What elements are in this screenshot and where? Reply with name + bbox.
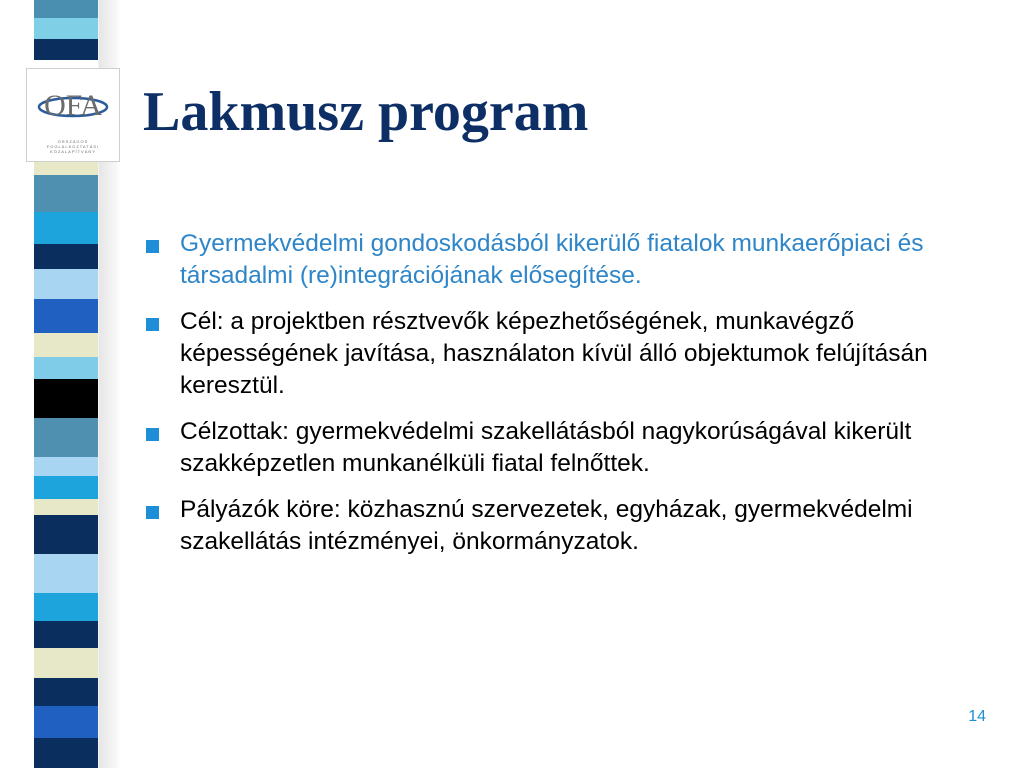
logo-text: OFA [44, 88, 102, 122]
stripe-segment [34, 706, 98, 738]
stripe-segment [34, 357, 98, 378]
stripe-segment [34, 499, 98, 515]
slide-title: Lakmusz program [143, 81, 589, 143]
bullet-item [140, 228, 970, 292]
bullet-text: Pályázók köre: közhasznú szervezetek, egyházak, gyermekvédelmi szakellátás intézményei, önkormányzatok. [180, 496, 913, 555]
stripe-segment [34, 476, 98, 499]
stripe-segment [34, 515, 98, 554]
stripe-segment [34, 593, 98, 621]
stripe-segment [34, 678, 98, 706]
stripe-segment [34, 18, 98, 39]
square-bullet-icon [146, 428, 159, 441]
stripe-segment [34, 333, 98, 358]
stripe-segment [34, 39, 98, 60]
stripe-segment [34, 621, 98, 648]
square-bullet-icon [146, 506, 159, 519]
bullet-text: Célzottak: gyermekvédelmi szakellátásból nagykorúságával kikerült szakképzetlen munkanélküli fiatal felnőttek. [180, 418, 912, 477]
page-number: 14 [968, 708, 986, 725]
bullet-text: Cél: a projektben résztvevők képezhetőségének, munkavégző képességének javítása, használaton kívül álló objektumok felújításán keresztül. [180, 308, 928, 399]
stripe-segment [34, 379, 98, 418]
bullet-list [140, 228, 970, 572]
logo-subtitle: ORSZÁGOS FOGLALKOZTATÁSI KÖZALAPÍTVÁNY [46, 138, 100, 154]
stripe-segment [34, 269, 98, 299]
stripe-segment [34, 175, 98, 212]
ofa-logo [26, 68, 120, 162]
bullet-text: Gyermekvédelmi gondoskodásból kikerülő fiatalok munkaerőpiaci és társadalmi (re)integrációjának elősegítése. [180, 230, 924, 289]
ofa-logo-mark [30, 77, 116, 139]
bullet-item [140, 306, 970, 402]
stripe-segment [34, 418, 98, 457]
bullet-item [140, 416, 970, 480]
stripe-segment [34, 299, 98, 333]
stripe-segment [34, 648, 98, 678]
stripe-segment [34, 0, 98, 18]
bullet-item [140, 494, 970, 558]
stripe-segment [34, 244, 98, 269]
stripe-segment [34, 554, 98, 593]
square-bullet-icon [146, 240, 159, 253]
stripe-segment [34, 212, 98, 244]
stripe-segment [34, 738, 98, 768]
square-bullet-icon [146, 318, 159, 331]
stripe-segment [34, 457, 98, 476]
